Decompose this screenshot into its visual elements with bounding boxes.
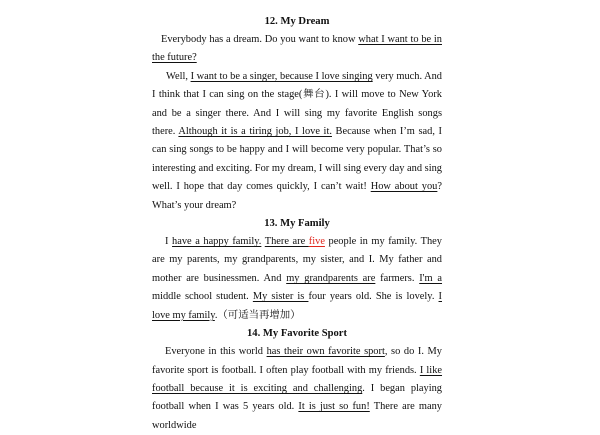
text-run: , so do I. My favorite sport is football. I often play football with my friends. <box>152 346 442 376</box>
section-title-my-family: 13. My Family <box>264 218 330 230</box>
text-run: Because when I’m sad, I can sing songs to be happy and I will become very popular. That’s so interesting and exciting. For my dream, I will sing every day and sing well. I hope that day comes quickly, I can’t wait! <box>152 126 442 193</box>
text-run: Everybody has a dream. Do you want to know <box>161 34 359 45</box>
paragraph <box>152 31 442 68</box>
underlined-phrase: There are <box>264 236 309 248</box>
underlined-phrase: My sister is <box>252 291 309 303</box>
underlined-phrase: my grandparents are <box>286 272 376 284</box>
underlined-phrase: It is just so fun! <box>298 401 370 413</box>
text-run: very much. And I think that I can sing on the stage(舞台). I will move to New York and be a singer there. And I will sing my favorite English songs there. <box>152 70 442 138</box>
underlined-phrase: I want to be a singer, because I love singing <box>190 70 373 82</box>
paragraph <box>152 343 442 435</box>
text-run: four years old. She is lovely. <box>308 291 439 303</box>
underlined-phrase: I'm a <box>419 272 443 284</box>
paragraph <box>152 233 442 325</box>
underlined-phrase: How about you <box>370 181 438 193</box>
text-run: farmers. <box>375 272 420 284</box>
underlined-phrase: Although it is a tiring job, I love it. <box>178 126 332 138</box>
text-run: . I began playing football when I was 5 years old. <box>152 382 443 413</box>
underlined-phrase: has their own favorite sport <box>266 346 385 358</box>
text-run: middle school student. <box>152 291 253 303</box>
section-title-my-dream: 12. My Dream <box>264 16 330 27</box>
text-run: Everyone in this world <box>165 346 267 358</box>
paragraph <box>152 68 442 215</box>
text-run: people in my family. They are my parents, my grandparents, my sister, and I. My father and mother are businessmen. And <box>152 236 442 284</box>
underlined-phrase: I love my family <box>152 291 442 321</box>
underlined-phrase: I like football because it is exciting and challenging <box>152 364 443 394</box>
text-run: Well, <box>166 70 191 82</box>
document-body <box>152 13 442 435</box>
underlined-phrase: have a happy family. <box>172 236 262 248</box>
underlined-phrase: five <box>308 236 325 248</box>
underlined-phrase: what I want to be in the future? <box>152 34 442 64</box>
text-run: ? What’s your dream? <box>152 181 442 211</box>
text-run: There are many worldwide <box>152 401 442 431</box>
text-run: I <box>165 236 173 248</box>
section-title-my-favorite-sport: 14. My Favorite Sport <box>246 328 348 340</box>
text-run: .（可适当再增加） <box>214 309 301 321</box>
